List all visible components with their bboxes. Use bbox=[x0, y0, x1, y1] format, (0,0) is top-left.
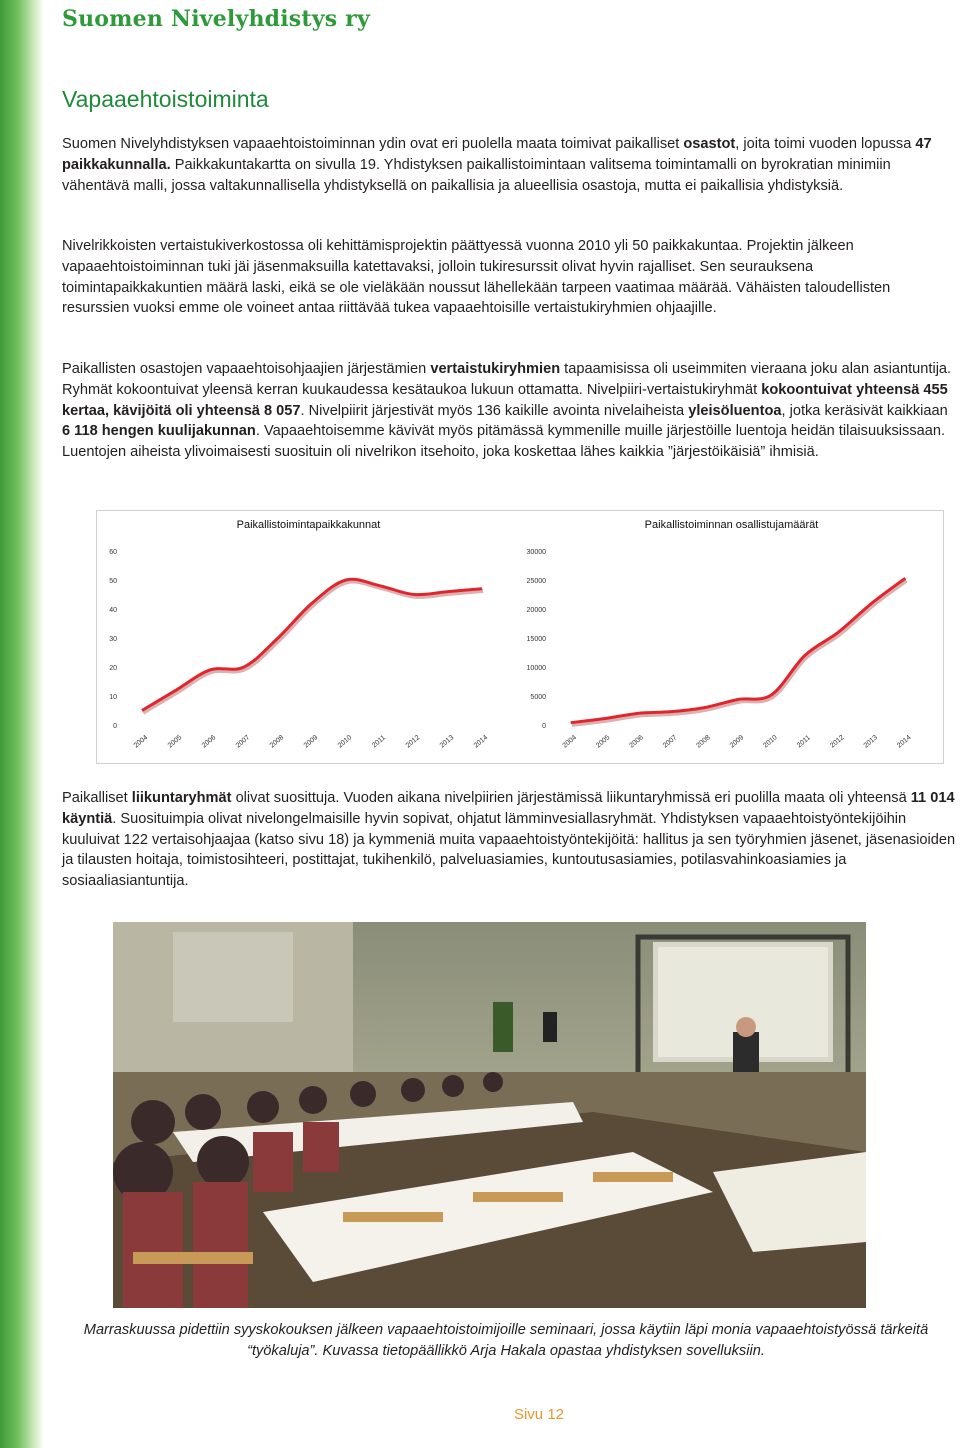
chart-participants bbox=[520, 511, 943, 763]
x-tick-label: 2013 bbox=[438, 734, 456, 750]
text-segment: . Suosituimpia olivat nivelongelmaisille hyvin sopivat, ohjatut lämminvesiallasryhmät. Yhdistyksen vapaaehtoistyöntekijöihin kuuluivat 122 vertaisohjaajaa (katso sivu 18) ja kymmeniä muita vapaaehtoistyöntekijöitä: hallitus ja sen työryhmien jäsenet, jäsenasioiden ja tilausten hoitaja, toimistosihteeri, postittajat, tukihenkilö, palveluasiamies, kuntoutusasiamies, potilasvahinkoasiamies ja sosiaaliasiantuntija. bbox=[62, 810, 956, 890]
text-segment: Paikkakuntakartta on sivulla 19. Yhdistyksen paikallistoimintaan valitsema toimintamalli on byrokratian minimiin vähentävä malli, jossa valtakunnallisella yhdistyksellä on paikallisia ja alueellisia osastoja, mutta ei paikallisia yhdistyksiä. bbox=[62, 156, 891, 194]
x-tick-label: 2014 bbox=[896, 734, 913, 750]
bold-text-segment: yleisöluentoa bbox=[688, 402, 782, 419]
x-tick-label: 2006 bbox=[628, 734, 645, 750]
x-tick-label: 2012 bbox=[404, 734, 422, 750]
seminar-photo bbox=[113, 922, 866, 1308]
paragraph-local-branches bbox=[62, 134, 957, 196]
x-tick-label: 2011 bbox=[795, 734, 812, 750]
x-tick-label: 2009 bbox=[728, 734, 746, 750]
text-segment: . Vapaaehtoisemme kävivät myös pitämässä kymmenille muille järjestöille luentoja heidän tilaisuuksissaan. Luentojen aiheista ylivoimaisesti suosituin oli nivelrikon itsehoito, joka koskettaa lähes kaikkia ”järjestöikäisiä” ihmisiä. bbox=[62, 423, 946, 461]
chart-locations bbox=[97, 511, 520, 763]
bold-text-segment: 11 014 käyntiä bbox=[62, 790, 955, 827]
x-tick-label: 2007 bbox=[661, 734, 679, 750]
text-segment: Paikalliset bbox=[62, 790, 132, 806]
bold-text-segment: 47 paikkakunnalla. bbox=[62, 136, 932, 173]
y-tick-label: 60 bbox=[109, 549, 117, 556]
chart-title: Paikallistoiminnan osallistujamäärät bbox=[644, 519, 819, 531]
x-tick-label: 2006 bbox=[200, 734, 218, 750]
decorative-green-sidebar bbox=[0, 0, 44, 1448]
text-segment: Paikallisten osastojen vapaaehtoisohjaajien järjestämien bbox=[62, 361, 431, 377]
x-tick-label: 2012 bbox=[829, 734, 846, 750]
y-tick-label: 10 bbox=[109, 694, 117, 701]
charts-panel bbox=[96, 510, 944, 764]
text-segment: , jotka keräsivät kaikkiaan bbox=[781, 402, 948, 419]
bold-text-segment: 6 118 hengen kuulijakunnan bbox=[62, 423, 256, 440]
y-tick-label: 0 bbox=[542, 723, 546, 730]
bold-text-segment: liikuntaryhmät bbox=[131, 790, 232, 806]
paragraph-exercise-groups bbox=[62, 788, 957, 892]
y-tick-label: 20 bbox=[109, 665, 117, 672]
y-tick-label: 30 bbox=[109, 636, 117, 643]
x-tick-label: 2008 bbox=[268, 734, 286, 750]
text-segment: Nivelrikkoisten vertaistukiverkostossa oli kehittämisprojektin päättyessä vuonna 2010 yli 50 paikkakuntaa. Projektin jälkeen vapaaehtoistoiminnan tuki jäi jäsenmaksuilla katettavaksi, jolloin tukiresurssit olivat hyvin rajalliset. Sen seurauksena toimintapaikkakuntien määrä laski, eikä se ole vieläkään noussut lähellekään tarpeen vaatimaa määrää. Vähäisten taloudellisten resurssien vuoksi emme ole voineet antaa riittävää tukea vapaaehtoisille vertaistukiryhmien ohjaajille. bbox=[62, 238, 891, 317]
organization-name: Suomen Nivelyhdistys ry bbox=[62, 6, 370, 32]
y-tick-label: 40 bbox=[109, 607, 117, 614]
bold-text-segment: kokoontuivat yhteensä 455 kertaa, kävijöitä oli yhteensä 8 057 bbox=[62, 381, 948, 419]
series-line-shadow bbox=[572, 580, 907, 724]
chart-title: Paikallistoimintapaikkakunnat bbox=[236, 519, 381, 531]
text-segment: Suomen Nivelyhdistyksen vapaaehtoistoiminnan ydin ovat eri puolella maata toimivat paikalliset bbox=[62, 136, 684, 152]
x-tick-label: 2009 bbox=[302, 734, 320, 750]
y-tick-label: 25000 bbox=[526, 578, 546, 585]
x-tick-label: 2004 bbox=[561, 734, 578, 750]
y-tick-label: 50 bbox=[109, 578, 117, 585]
x-tick-label: 2007 bbox=[234, 734, 252, 750]
y-tick-label: 0 bbox=[113, 723, 117, 730]
x-tick-label: 2005 bbox=[166, 734, 184, 750]
text-segment: , joita toimi vuoden lopussa bbox=[735, 136, 916, 152]
x-tick-label: 2010 bbox=[336, 734, 354, 750]
paragraph-peer-groups bbox=[62, 359, 957, 463]
y-tick-label: 5000 bbox=[530, 694, 546, 701]
paragraph-peer-network bbox=[62, 236, 957, 319]
x-tick-label: 2011 bbox=[371, 734, 388, 750]
x-tick-label: 2005 bbox=[595, 734, 612, 750]
page-number: Sivu 12 bbox=[513, 1406, 565, 1423]
x-tick-label: 2004 bbox=[132, 734, 150, 750]
text-segment: tapaamisissa oli useimmiten vieraana joku alan asiantuntija. Ryhmät kokoontuivat yleensä kerran kuukaudessa kesätaukoa lukuun ottamatta. Nivelpiiri-vertaistukiryhmät bbox=[62, 361, 952, 398]
section-heading: Vapaaehtoistoiminta bbox=[62, 86, 269, 112]
text-segment: . Nivelpiirit järjestivät myös 136 kaikille avointa nivelaiheista bbox=[300, 402, 689, 419]
y-tick-label: 10000 bbox=[526, 665, 546, 672]
x-tick-label: 2008 bbox=[695, 734, 712, 750]
text-segment: olivat suosittuja. Vuoden aikana nivelpiirien järjestämissä liikuntaryhmissä eri puolilla maata oli yhteensä bbox=[231, 790, 911, 806]
chart-locations-svg bbox=[97, 511, 520, 763]
y-tick-label: 30000 bbox=[526, 549, 546, 556]
y-tick-label: 15000 bbox=[526, 636, 546, 643]
bold-text-segment: vertaistukiryhmien bbox=[430, 361, 561, 377]
series-line bbox=[142, 579, 482, 710]
x-tick-label: 2010 bbox=[762, 734, 779, 750]
x-tick-label: 2013 bbox=[862, 734, 880, 750]
chart-participants-svg bbox=[520, 511, 943, 763]
photo-caption: Marraskuussa pidettiin syyskokouksen jälkeen vapaaehtoistoimijoille seminaari, jossa käytiin läpi monia vapaaehtoistyössä tärkeitä “työkaluja”. Kuvassa tietopäällikkö Arja Hakala opastaa yhdistyksen sovelluksiin. bbox=[83, 1322, 929, 1359]
x-tick-label: 2014 bbox=[472, 734, 490, 750]
bold-text-segment: osastot bbox=[683, 136, 736, 152]
y-tick-label: 20000 bbox=[526, 607, 546, 614]
